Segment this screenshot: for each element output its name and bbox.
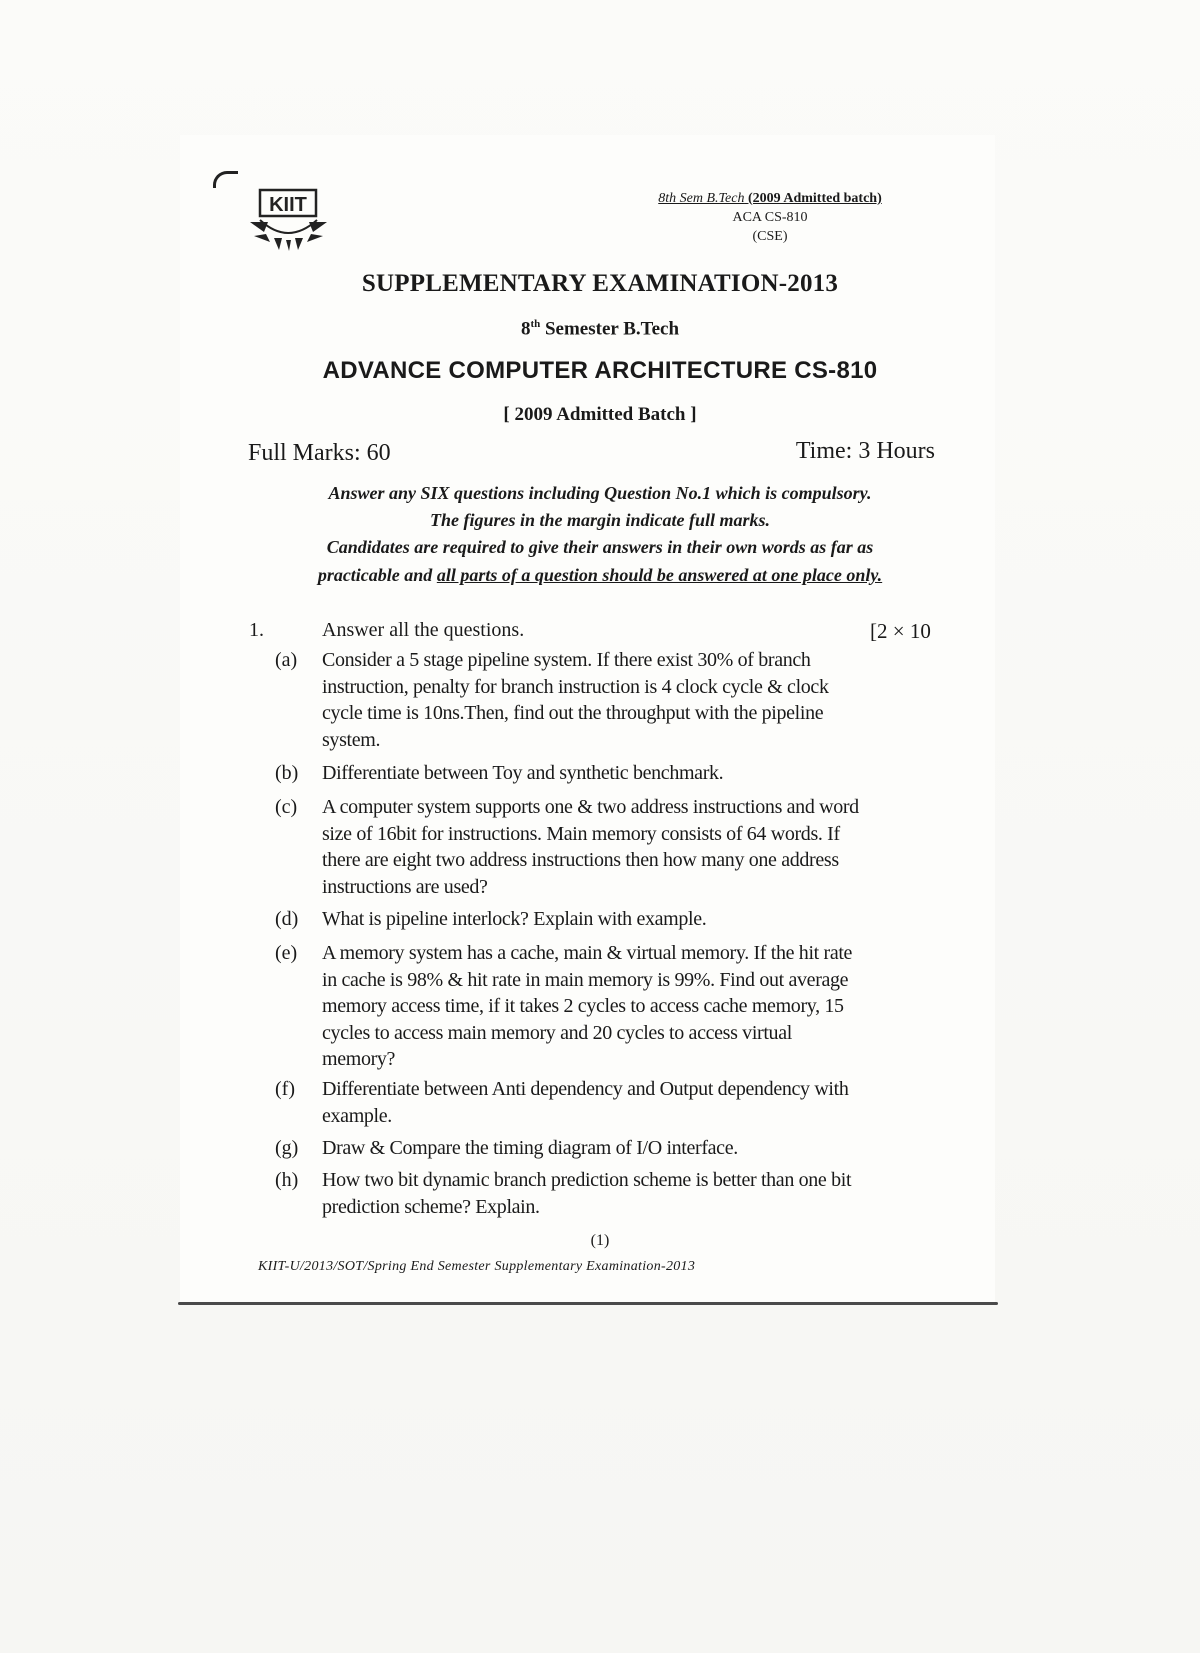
part-label: (d) — [275, 908, 299, 930]
instruction-line-4-underlined: all parts of a question should be answered at one place only. — [436, 565, 883, 585]
part-label: (a) — [275, 649, 298, 671]
logo-text: KIIT — [269, 194, 307, 216]
question-number: 1. — [249, 619, 264, 641]
instruction-line-4 — [0, 565, 1200, 586]
footer-text: KIIT-U/2013/SOT/Spring End Semester Supplementary Examination-2013 — [258, 1259, 696, 1274]
course-code: ACA CS-810 — [732, 210, 808, 225]
part-text: A computer system supports one & two address instructions and word size of 16bit for instructions. Main memory consists of 64 words. If there are eight two address instructions then how many one address instructions are used? — [322, 796, 859, 898]
kiit-logo-icon — [246, 186, 331, 252]
instruction-line-4-prefix: practicable and — [317, 565, 437, 585]
exam-time: Time: 3 Hours — [795, 438, 935, 464]
semester-suffix: th — [530, 318, 541, 330]
course-title: ADVANCE COMPUTER ARCHITECTURE CS-810 — [322, 357, 878, 384]
part-label: (g) — [275, 1137, 299, 1159]
instruction-line-2: The figures in the margin indicate full marks. — [429, 510, 771, 530]
question-marks: [2 × 10 — [870, 619, 931, 643]
semester-title — [0, 318, 1200, 340]
page-number: (1) — [590, 1232, 610, 1249]
page-bottom-rule — [178, 1302, 998, 1305]
batch-line — [600, 189, 940, 208]
header-batch-info — [600, 189, 940, 246]
part-text: Draw & Compare the timing diagram of I/O interface. — [322, 1137, 738, 1159]
semester-rest: Semester B.Tech — [540, 318, 680, 340]
semester-number: 8 — [520, 318, 531, 340]
part-text: How two bit dynamic branch prediction scheme is better than one bit prediction scheme? Explain. — [322, 1169, 852, 1218]
corner-mark — [213, 171, 238, 188]
part-label: (h) — [275, 1169, 299, 1191]
instruction-line-1: Answer any SIX questions including Question No.1 which is compulsory. — [328, 483, 872, 503]
batch-title: [ 2009 Admitted Batch ] — [503, 404, 697, 425]
branch-label: (CSE) — [752, 229, 788, 244]
instruction-line-3: Candidates are required to give their answers in their own words as far as — [326, 537, 874, 557]
part-text: A memory system has a cache, main & virtual memory. If the hit rate in cache is 98% & hit rate in main memory is 99%. Find out average memory access time, if it takes 2 cycles to access cache memory, 15 cycles to access main memory and 20 cycles to access virtual memory? — [322, 942, 853, 1070]
exam-title: SUPPLEMENTARY EXAMINATION-2013 — [361, 270, 839, 297]
part-label: (b) — [275, 762, 299, 784]
part-text: Consider a 5 stage pipeline system. If there exist 30% of branch instruction, penalty for branch instruction is 4 clock cycle & clock cycle time is 10ns.Then, find out the throughput with the pipeline system. — [322, 649, 829, 751]
part-label: (c) — [275, 796, 298, 818]
batch-label: (2009 Admitted batch) — [747, 191, 882, 206]
part-text: What is pipeline interlock? Explain with example. — [322, 908, 707, 930]
batch-prefix: 8th Sem B.Tech — [658, 191, 745, 206]
question-text: Answer all the questions. — [322, 619, 525, 641]
part-label: (e) — [275, 942, 298, 964]
part-label: (f) — [275, 1078, 295, 1100]
part-text: Differentiate between Toy and synthetic benchmark. — [322, 762, 724, 784]
part-text: Differentiate between Anti dependency and Output dependency with example. — [322, 1078, 849, 1127]
full-marks: Full Marks: 60 — [248, 440, 391, 466]
